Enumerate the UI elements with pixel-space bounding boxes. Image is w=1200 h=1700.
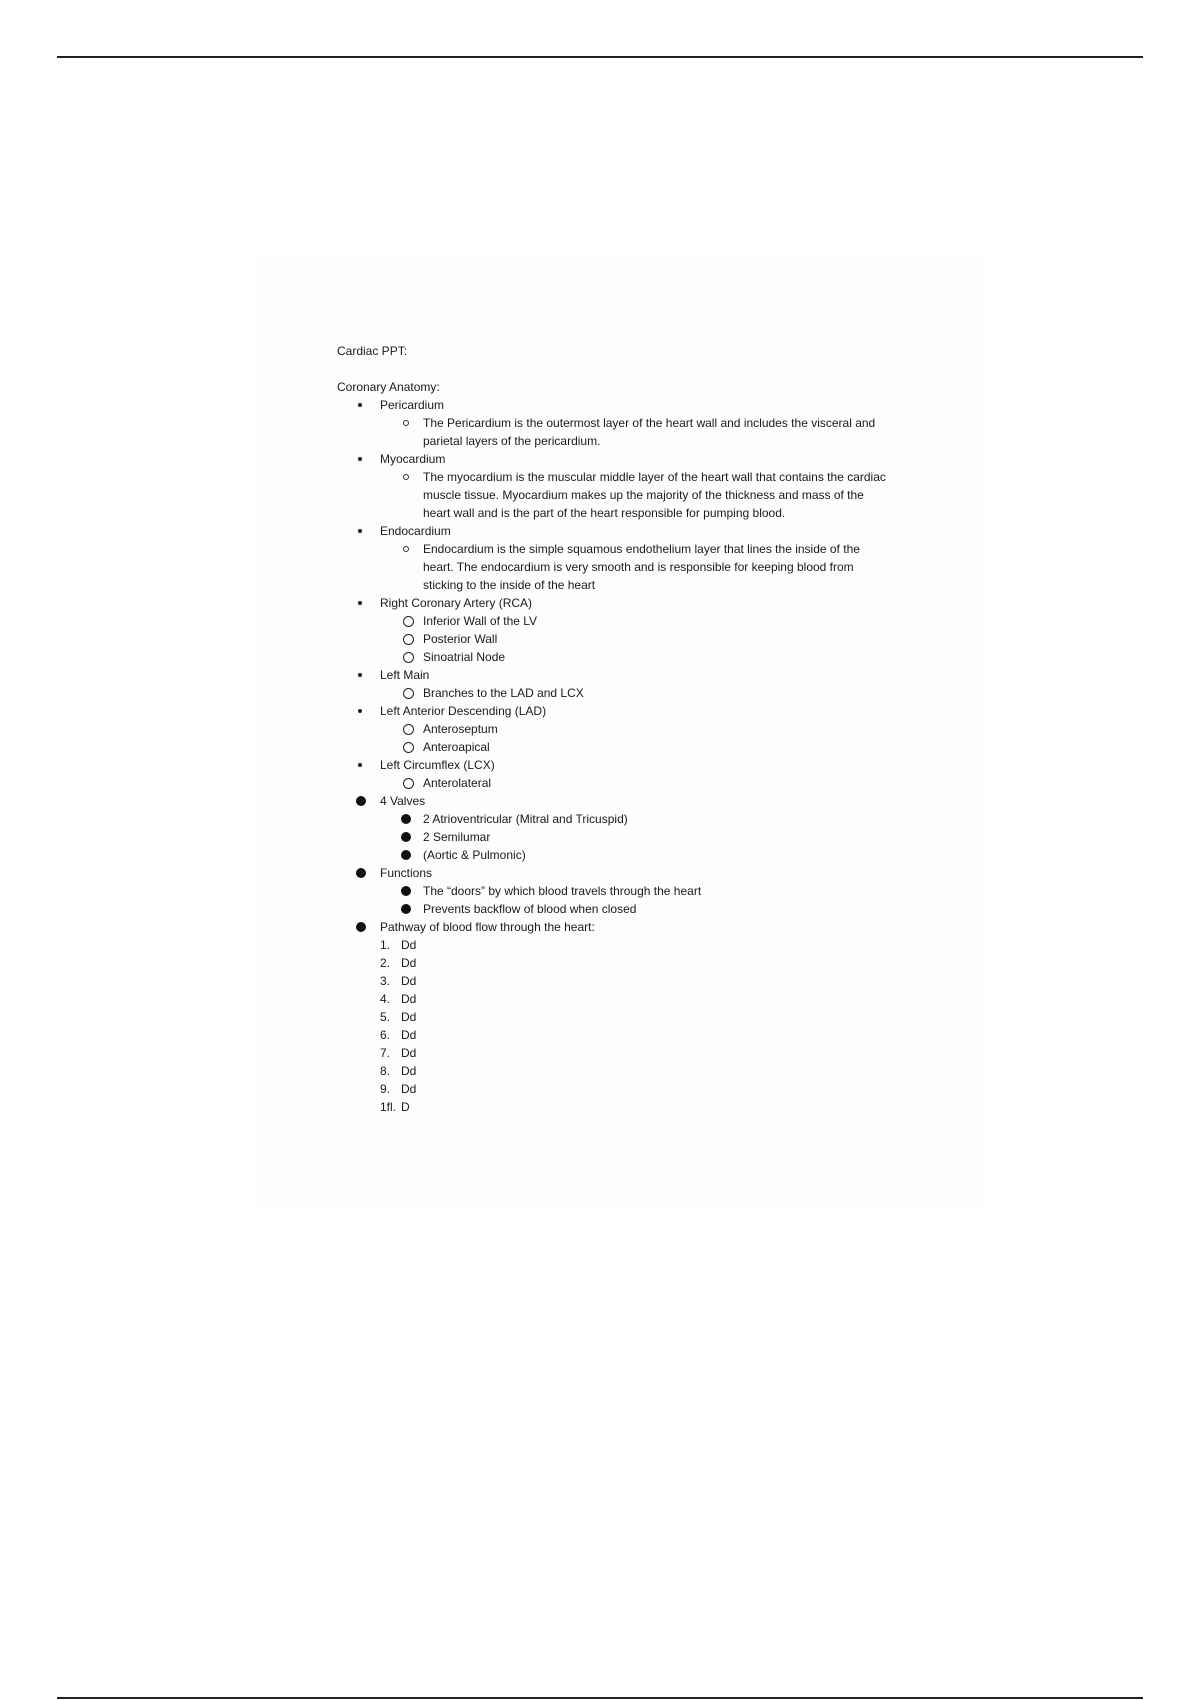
item-number: 3. <box>380 974 391 988</box>
item-number: 2. <box>380 956 391 970</box>
bullet-icon <box>358 529 362 533</box>
bullet-icon <box>358 763 362 767</box>
list-item-label: Right Coronary Artery (RCA) <box>380 596 533 610</box>
list-item-text: Branches to the LAD and LCX <box>423 686 584 700</box>
list-item-text: Prevents backflow of blood when closed <box>423 902 637 916</box>
list-item-label: Pathway of blood flow through the heart: <box>380 920 595 934</box>
list-item-text: 2 Semilumar <box>423 830 491 844</box>
list-item-rca-sub <box>337 648 937 666</box>
bullet-icon <box>358 709 362 713</box>
list-item-label: 4 Valves <box>380 794 426 808</box>
list-item-endocardium-detail <box>337 540 893 594</box>
list-item-functions-sub <box>337 882 937 900</box>
document-title: Cardiac PPT: <box>337 344 408 358</box>
list-item-text: Sinoatrial Node <box>423 650 506 664</box>
list-item-rca-sub <box>337 630 937 648</box>
list-item-label: Left Main <box>380 668 430 682</box>
section-heading: Coronary Anatomy: <box>337 380 440 394</box>
bullet-icon <box>358 673 362 677</box>
circle-bullet-icon <box>403 420 409 426</box>
list-item-text: The “doors” by which blood travels through the heart <box>423 884 702 898</box>
numbered-item <box>337 1044 937 1062</box>
list-item-text: Anterolateral <box>423 776 492 790</box>
numbered-item <box>337 1098 937 1116</box>
bullet-icon <box>401 814 411 824</box>
item-text: Dd <box>401 1082 417 1096</box>
item-number: 9. <box>380 1082 391 1096</box>
circle-bullet-icon <box>403 778 414 789</box>
list-item-functions-sub <box>337 900 937 918</box>
list-item-functions <box>337 864 937 882</box>
item-text: Dd <box>401 1010 417 1024</box>
numbered-item <box>337 1062 937 1080</box>
list-item-lad-sub <box>337 738 937 756</box>
list-item-lcx-sub <box>337 774 937 792</box>
bullet-icon <box>358 457 362 461</box>
list-item-text: Endocardium is the simple squamous endothelium layer that lines the inside of the heart. The endocardium is very smooth and is responsible for keeping blood from sticking to the inside of the heart <box>423 542 860 592</box>
bullet-icon <box>358 403 362 407</box>
numbered-item <box>337 990 937 1008</box>
item-text: Dd <box>401 992 417 1006</box>
document-image <box>255 258 985 1208</box>
bottom-rule <box>57 1697 1143 1699</box>
list-item-label: Endocardium <box>380 524 451 538</box>
list-item-text: Posterior Wall <box>423 632 498 646</box>
item-text: Dd <box>401 974 417 988</box>
item-text: Dd <box>401 1028 417 1042</box>
numbered-item <box>337 954 937 972</box>
list-item-myocardium <box>337 450 937 468</box>
list-item-endocardium <box>337 522 937 540</box>
bullet-icon <box>401 832 411 842</box>
circle-bullet-icon <box>403 688 414 699</box>
list-item-text: Anteroapical <box>423 740 490 754</box>
list-item-label: Pericardium <box>380 398 445 412</box>
circle-bullet-icon <box>403 616 414 627</box>
list-item-label: Functions <box>380 866 433 880</box>
bullet-icon <box>401 886 411 896</box>
list-item-label: Left Anterior Descending (LAD) <box>380 704 547 718</box>
list-item-valves-sub <box>337 828 937 846</box>
bullet-icon <box>356 868 366 878</box>
circle-bullet-icon <box>403 634 414 645</box>
bullet-icon <box>358 601 362 605</box>
list-item-text: (Aortic & Pulmonic) <box>423 848 526 862</box>
bullet-icon <box>401 904 411 914</box>
circle-bullet-icon <box>403 652 414 663</box>
list-item-text: The Pericardium is the outermost layer of the heart wall and includes the visceral and parietal layers of the pericardium. <box>423 416 876 448</box>
circle-bullet-icon <box>403 742 414 753</box>
numbered-item <box>337 1080 937 1098</box>
list-item-valves-sub <box>337 810 937 828</box>
item-number: 8. <box>380 1064 391 1078</box>
list-item-pericardium-detail <box>337 414 893 450</box>
list-item-left-main-sub <box>337 684 937 702</box>
bullet-icon <box>356 796 366 806</box>
list-item-lad-sub <box>337 720 937 738</box>
item-number: 1. <box>380 938 391 952</box>
document-content <box>337 342 937 1116</box>
list-item-pericardium <box>337 396 937 414</box>
item-number: 5. <box>380 1010 391 1024</box>
list-item-label: Left Circumflex (LCX) <box>380 758 495 772</box>
list-item-valves <box>337 792 937 810</box>
item-text: Dd <box>401 956 417 970</box>
item-text: Dd <box>401 938 417 952</box>
circle-bullet-icon <box>403 724 414 735</box>
list-item-pathway <box>337 918 937 936</box>
list-item-left-main <box>337 666 937 684</box>
list-item-lad <box>337 702 937 720</box>
item-number: 1fl. <box>380 1100 397 1114</box>
bullet-icon <box>401 850 411 860</box>
item-text: Dd <box>401 1064 417 1078</box>
item-text: Dd <box>401 1046 417 1060</box>
list-item-valves-sub <box>337 846 937 864</box>
circle-bullet-icon <box>403 474 409 480</box>
list-item-myocardium-detail <box>337 468 893 522</box>
spacer <box>337 360 937 378</box>
list-item-text: 2 Atrioventricular (Mitral and Tricuspid) <box>423 812 628 826</box>
item-number: 6. <box>380 1028 391 1042</box>
list-item-rca-sub <box>337 612 937 630</box>
item-number: 4. <box>380 992 391 1006</box>
list-item-rca <box>337 594 937 612</box>
top-rule <box>57 56 1143 58</box>
list-item-text: Inferior Wall of the LV <box>423 614 538 628</box>
numbered-item <box>337 1026 937 1044</box>
numbered-item <box>337 972 937 990</box>
item-text: D <box>401 1100 410 1114</box>
numbered-item <box>337 936 937 954</box>
bullet-icon <box>356 922 366 932</box>
item-number: 7. <box>380 1046 391 1060</box>
list-item-text: The myocardium is the muscular middle layer of the heart wall that contains the cardiac muscle tissue. Myocardium makes up the majority of the thickness and mass of the heart wall and is the part of the heart responsible for pumping blood. <box>423 470 886 520</box>
list-item-lcx <box>337 756 937 774</box>
list-item-label: Myocardium <box>380 452 446 466</box>
list-item-text: Anteroseptum <box>423 722 498 736</box>
circle-bullet-icon <box>403 546 409 552</box>
numbered-item <box>337 1008 937 1026</box>
